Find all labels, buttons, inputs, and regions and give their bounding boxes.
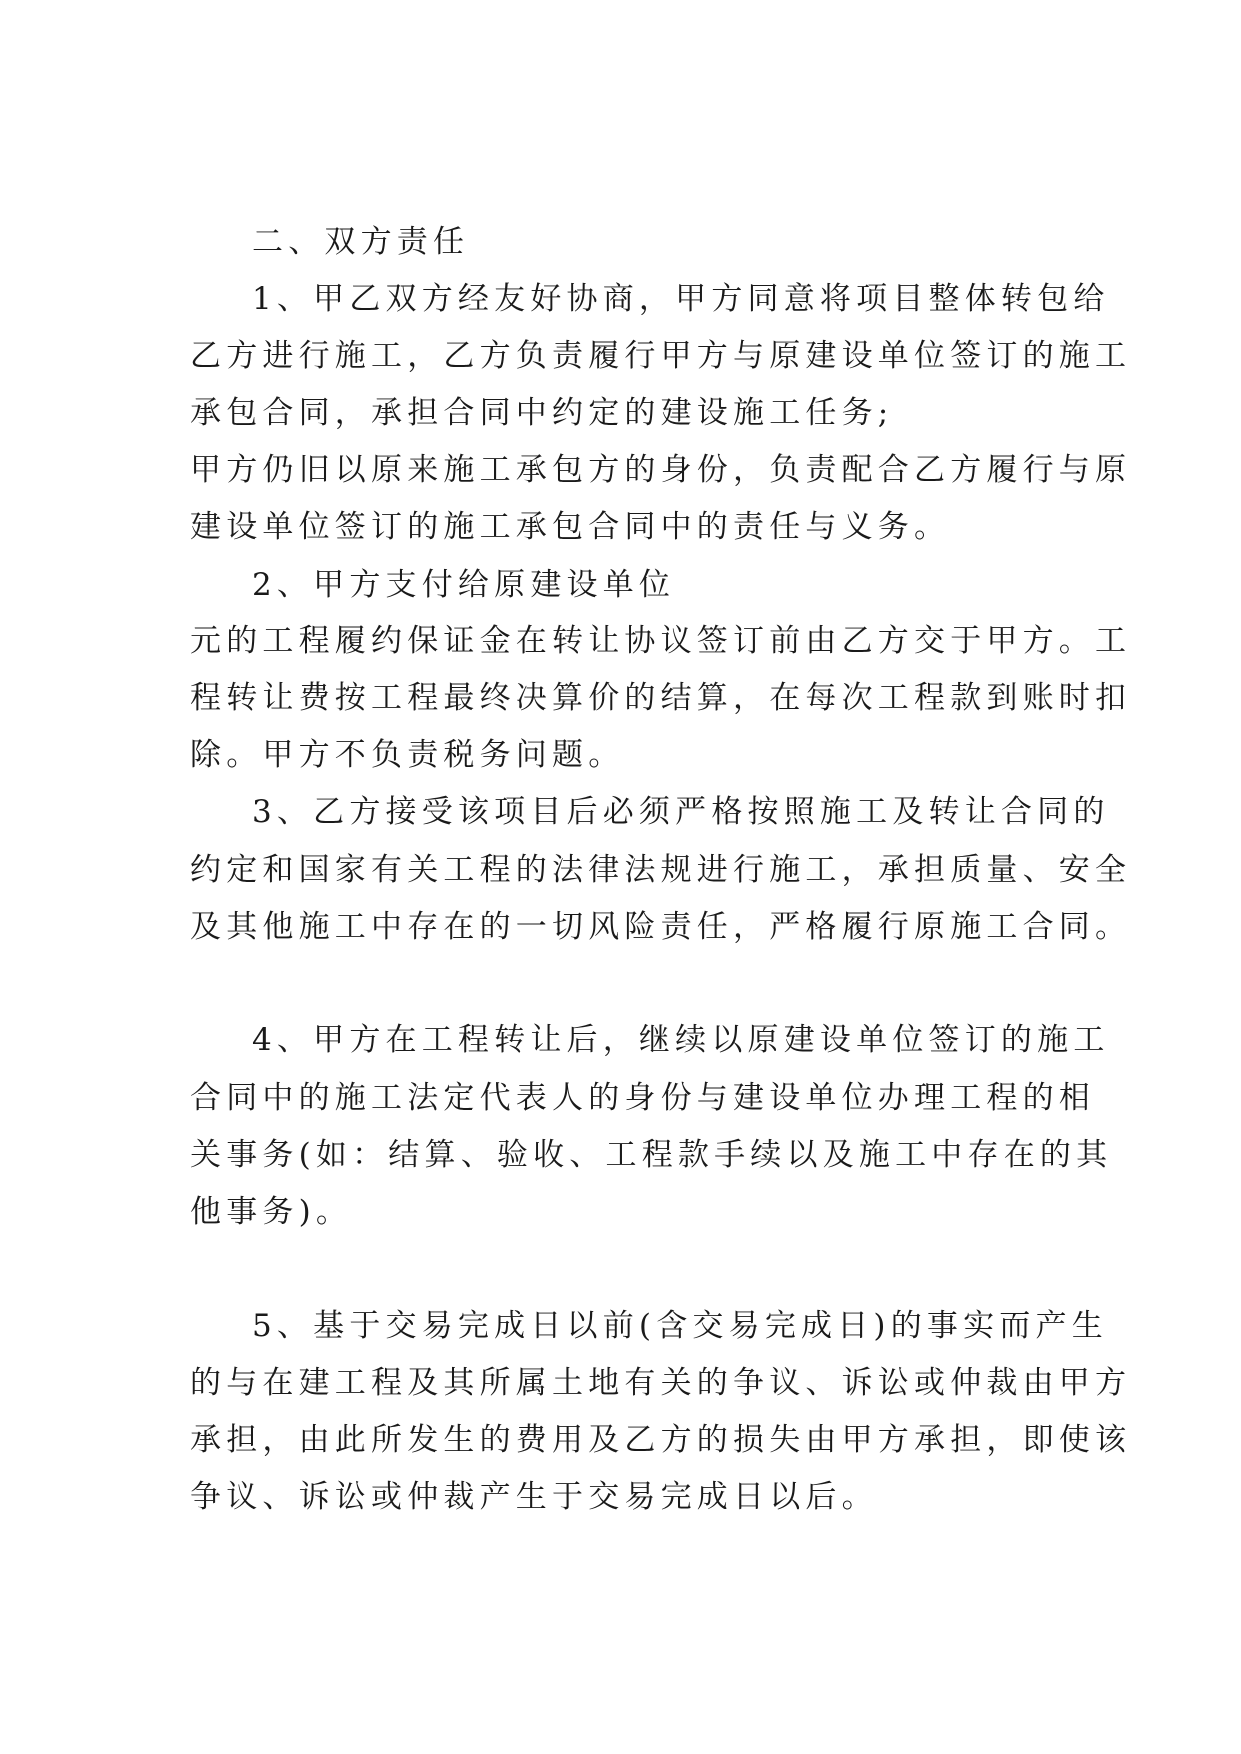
clause-line: 元的工程履约保证金在转让协议签订前由乙方交于甲方。工 [190,623,1132,659]
clause-line: 建设单位签订的施工承包合同中的责任与义务。 [190,509,951,545]
clause-line: 约定和国家有关工程的法律法规进行施工，承担质量、安全 [190,852,1132,888]
section-heading: 二、双方责任 [252,224,470,260]
clause-line: 他事务)。 [190,1194,353,1230]
clause-line: 的与在建工程及其所属土地有关的争议、诉讼或仲裁由甲方 [190,1365,1132,1401]
clause-line: 5、基于交易完成日以前(含交易完成日)的事实而产生 [252,1308,1108,1344]
clause-line: 2、甲方支付给原建设单位 [252,567,676,603]
clause-line: 争议、诉讼或仲裁产生于交易完成日以后。 [190,1479,878,1515]
clause-line: 乙方进行施工，乙方负责履行甲方与原建设单位签订的施工 [190,338,1132,374]
clause-line: 承担，由此所发生的费用及乙方的损失由甲方承担，即使该 [190,1422,1132,1458]
clause-line: 甲方仍旧以原来施工承包方的身份，负责配合乙方履行与原 [190,452,1132,488]
clause-line: 除。甲方不负责税务问题。 [190,737,625,773]
clause-line: 4、甲方在工程转让后，继续以原建设单位签订的施工 [252,1022,1110,1058]
clause-line: 关事务(如：结算、验收、工程款手续以及施工中存在的其 [190,1137,1113,1173]
clause-line: 程转让费按工程最终决算价的结算，在每次工程款到账时扣 [190,680,1132,716]
clause-line: 合同中的施工法定代表人的身份与建设单位办理工程的相 [190,1080,1095,1116]
clause-line: 及其他施工中存在的一切风险责任，严格履行原施工合同。 [190,909,1132,945]
clause-line: 承包合同，承担合同中约定的建设施工任务; [190,395,894,431]
clause-line: 1、甲乙双方经友好协商，甲方同意将项目整体转包给 [252,281,1110,317]
clause-line: 3、乙方接受该项目后必须严格按照施工及转让合同的 [252,794,1110,830]
